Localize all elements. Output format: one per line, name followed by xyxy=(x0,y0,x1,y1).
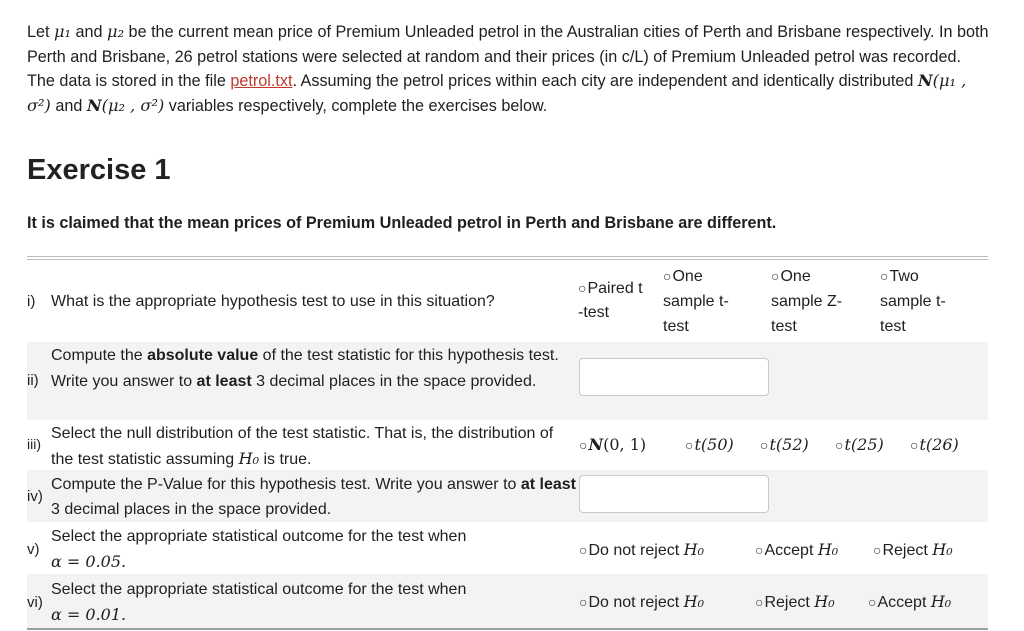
radio-icon[interactable]: ○ xyxy=(578,280,587,296)
dist2-params: (μ₂ , σ²) xyxy=(101,95,165,115)
question-text xyxy=(51,343,571,394)
question-number: iv) xyxy=(27,488,43,505)
option-label: sample t- xyxy=(663,293,729,310)
option-paired-t-test[interactable] xyxy=(578,276,643,325)
option-label: Do not reject xyxy=(588,542,684,559)
h0-symbol: H₀ xyxy=(932,540,953,559)
option-accept-h0[interactable] xyxy=(755,537,838,563)
option-do-not-reject-h0[interactable] xyxy=(579,589,704,615)
option-normal-0-1[interactable] xyxy=(579,432,646,458)
question-number: iii) xyxy=(27,436,41,452)
radio-icon[interactable]: ○ xyxy=(579,594,588,610)
option-label: test xyxy=(663,318,689,335)
h0-symbol: H₀ xyxy=(683,592,704,611)
question-number: i) xyxy=(27,293,36,310)
option-label: t(52) xyxy=(769,435,809,454)
option-t-50[interactable] xyxy=(685,432,734,458)
question-row-6 xyxy=(27,574,988,628)
option-label: test xyxy=(771,318,797,335)
question-text-bold: absolute value xyxy=(147,347,259,364)
h0-symbol: H₀ xyxy=(814,592,835,611)
question-text-part: Select the null distribution of the test statistic. That is, the distribution of the test statistic assuming xyxy=(51,425,554,468)
option-label: sample Z- xyxy=(771,293,843,310)
option-label: Reject xyxy=(764,594,815,611)
question-text: What is the appropriate hypothesis test to use in this situation? xyxy=(51,293,495,310)
question-row-2 xyxy=(27,342,988,420)
question-text-part: Select the appropriate statistical outcome for the test when xyxy=(51,528,467,545)
question-row-3 xyxy=(27,420,988,470)
question-number: vi) xyxy=(27,594,43,611)
question-text-part: 3 decimal places in the space provided. xyxy=(251,372,537,390)
radio-icon[interactable]: ○ xyxy=(579,437,588,453)
option-do-not-reject-h0[interactable] xyxy=(579,537,704,563)
option-t-25[interactable] xyxy=(835,432,884,458)
intro-text: and xyxy=(71,23,108,41)
question-text-part: is true. xyxy=(259,451,312,468)
table-bottom-rule xyxy=(27,628,988,630)
question-text-part: Select the appropriate statistical outcome for the test when xyxy=(51,581,467,598)
option-one-sample-z-test[interactable] xyxy=(771,264,842,339)
test-statistic-input[interactable] xyxy=(579,358,769,396)
radio-icon[interactable]: ○ xyxy=(910,437,919,453)
h0-symbol: H₀ xyxy=(817,540,839,559)
option-one-sample-t-test[interactable] xyxy=(663,264,729,339)
option-label: One xyxy=(672,268,703,285)
radio-icon[interactable]: ○ xyxy=(755,542,764,558)
question-row-5 xyxy=(27,522,988,574)
option-label: Accept xyxy=(877,594,931,611)
option-label: Paired t xyxy=(587,280,643,297)
option-label: test xyxy=(880,318,906,335)
alpha-value: α = 0.05. xyxy=(51,552,127,571)
radio-icon[interactable]: ○ xyxy=(685,437,694,453)
option-t-26[interactable] xyxy=(910,432,959,458)
mu2-symbol: μ₂ xyxy=(107,22,125,41)
normal-symbol: N xyxy=(86,95,102,115)
petrol-file-link[interactable]: petrol.txt xyxy=(230,72,293,90)
question-text xyxy=(51,472,581,522)
intro-text: . Assuming the petrol prices within each city are independent and identically distributed xyxy=(292,72,918,90)
option-accept-h0[interactable] xyxy=(868,589,951,615)
table-top-rule xyxy=(27,256,988,257)
question-text-part: 3 decimal places in the space provided. xyxy=(51,501,332,518)
radio-icon[interactable]: ○ xyxy=(760,437,769,453)
question-text-bold: at least xyxy=(196,372,252,390)
option-label: t(26) xyxy=(919,435,959,454)
option-label: Accept xyxy=(764,542,818,559)
dist1-params: (μ₁ , σ²) xyxy=(27,71,967,115)
question-text xyxy=(51,577,571,628)
radio-icon[interactable]: ○ xyxy=(873,542,882,558)
question-number: v) xyxy=(27,541,40,558)
option-reject-h0[interactable] xyxy=(873,537,953,563)
p-value-input[interactable] xyxy=(579,475,769,513)
question-text xyxy=(51,524,571,575)
mu1-symbol: μ₁ xyxy=(54,22,72,41)
radio-icon[interactable]: ○ xyxy=(771,268,780,284)
option-reject-h0[interactable] xyxy=(755,589,835,615)
radio-icon[interactable]: ○ xyxy=(579,542,588,558)
option-label: Do not reject xyxy=(588,594,684,611)
intro-text: and xyxy=(50,96,87,115)
radio-icon[interactable]: ○ xyxy=(663,268,672,284)
option-label-display: (0, 1) xyxy=(603,435,647,454)
option-label: Two xyxy=(889,268,919,285)
h0-symbol: H₀ xyxy=(683,540,704,559)
normal-symbol: N xyxy=(588,435,604,454)
radio-icon[interactable]: ○ xyxy=(835,437,844,453)
alpha-value: α = 0.01. xyxy=(51,605,127,624)
exercise-title: Exercise 1 xyxy=(27,154,171,186)
question-row-1 xyxy=(27,262,988,340)
radio-icon[interactable]: ○ xyxy=(880,268,889,284)
question-row-4 xyxy=(27,470,988,522)
claim-text: It is claimed that the mean prices of Premium Unleaded petrol in Perth and Brisbane are different. xyxy=(27,214,777,232)
intro-text: be the current mean price of Premium Unleaded petrol in the Australian cities of Perth and Brisbane respectively. In both Perth and Brisbane, 26 petrol stations were selected at random and their prices (in c/L) of Premium Unleaded petrol was recorded. The data is stored in the file xyxy=(27,23,989,90)
question-text-part: Compute the xyxy=(51,347,148,364)
radio-icon[interactable]: ○ xyxy=(755,594,764,610)
question-text xyxy=(51,421,561,472)
option-two-sample-t-test[interactable] xyxy=(880,264,946,339)
option-label: -test xyxy=(578,304,610,321)
intro-text: variables respectively, complete the exercises below. xyxy=(164,96,548,115)
question-text-bold: at least xyxy=(520,476,576,493)
table-top-rule xyxy=(27,259,988,260)
question-number: ii) xyxy=(27,372,39,389)
option-label: One xyxy=(780,268,811,285)
option-label: sample t- xyxy=(880,293,946,310)
option-t-52[interactable] xyxy=(760,432,809,458)
option-label: Reject xyxy=(882,542,933,559)
question-text-part: of the test statistic for this hypothesis test. Write you answer to xyxy=(51,347,559,390)
h0-symbol: H₀ xyxy=(930,592,952,611)
option-label: t(25) xyxy=(844,435,884,454)
intro-paragraph xyxy=(27,20,992,118)
h0-symbol: H₀ xyxy=(238,449,260,468)
normal-symbol: N xyxy=(917,71,933,90)
question-text-part: Compute the P-Value for this hypothesis test. Write you answer to xyxy=(51,476,521,493)
option-label: t(50) xyxy=(694,435,734,454)
intro-text: Let xyxy=(27,23,55,41)
radio-icon[interactable]: ○ xyxy=(868,594,877,610)
